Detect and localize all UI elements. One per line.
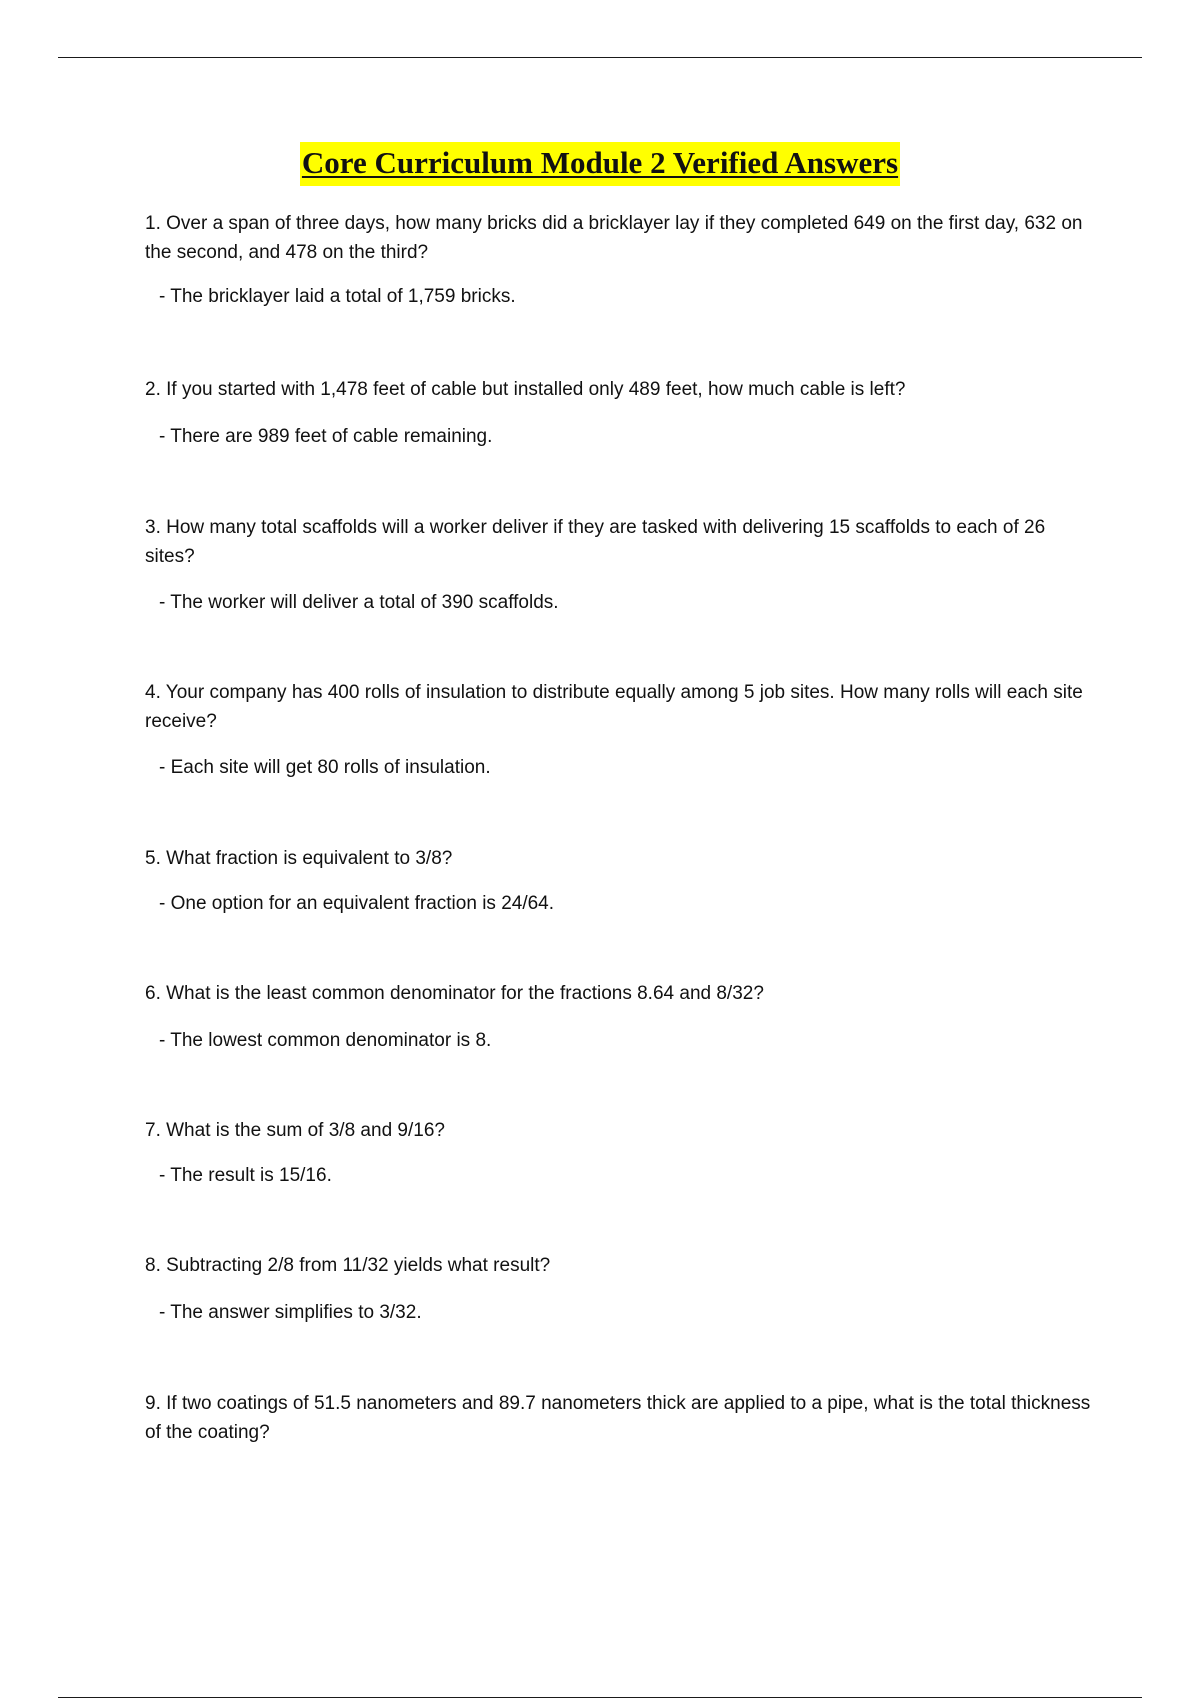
question-8: 8. Subtracting 2/8 from 11/32 yields what result? [145, 1255, 551, 1276]
answer-1: - The bricklayer laid a total of 1,759 bricks. [159, 286, 516, 307]
top-divider [58, 57, 1142, 58]
question-1: 1. Over a span of three days, how many bricks did a bricklayer lay if they completed 649 on the first day, 632 on the second, and 478 on the third? [145, 213, 1083, 263]
document-title: Core Curriculum Module 2 Verified Answers [300, 142, 900, 186]
question-9: 9. If two coatings of 51.5 nanometers and 89.7 nanometers thick are applied to a pipe, what is the total thickness of the coating? [145, 1393, 1091, 1443]
qa-item-5 [145, 844, 1095, 918]
question-7: 7. What is the sum of 3/8 and 9/16? [145, 1120, 445, 1141]
qa-item-9 [145, 1389, 1095, 1447]
question-5: 5. What fraction is equivalent to 3/8? [145, 848, 453, 869]
answer-2: - There are 989 feet of cable remaining. [159, 426, 493, 447]
question-3: 3. How many total scaffolds will a worker deliver if they are tasked with delivering 15 scaffolds to each of 26 sites? [145, 517, 1046, 567]
answer-7: - The result is 15/16. [159, 1165, 332, 1186]
bottom-divider [58, 1697, 1142, 1698]
qa-item-7 [145, 1116, 1095, 1190]
question-2: 2. If you started with 1,478 feet of cable but installed only 489 feet, how much cable is left? [145, 379, 906, 400]
question-4: 4. Your company has 400 rolls of insulation to distribute equally among 5 job sites. How many rolls will each site receive? [145, 682, 1083, 732]
qa-item-8 [145, 1251, 1095, 1327]
qa-item-3 [145, 513, 1095, 617]
title-block [0, 142, 1200, 186]
answer-4: - Each site will get 80 rolls of insulation. [159, 757, 491, 778]
answer-3: - The worker will deliver a total of 390 scaffolds. [159, 592, 559, 613]
qa-item-1 [145, 209, 1095, 311]
answer-8: - The answer simplifies to 3/32. [159, 1302, 422, 1323]
qa-item-6 [145, 979, 1095, 1055]
answer-6: - The lowest common denominator is 8. [159, 1030, 492, 1051]
qa-item-4 [145, 678, 1095, 782]
question-6: 6. What is the least common denominator for the fractions 8.64 and 8/32? [145, 983, 764, 1004]
answer-5: - One option for an equivalent fraction is 24/64. [159, 893, 555, 914]
qa-item-2 [145, 375, 1095, 451]
